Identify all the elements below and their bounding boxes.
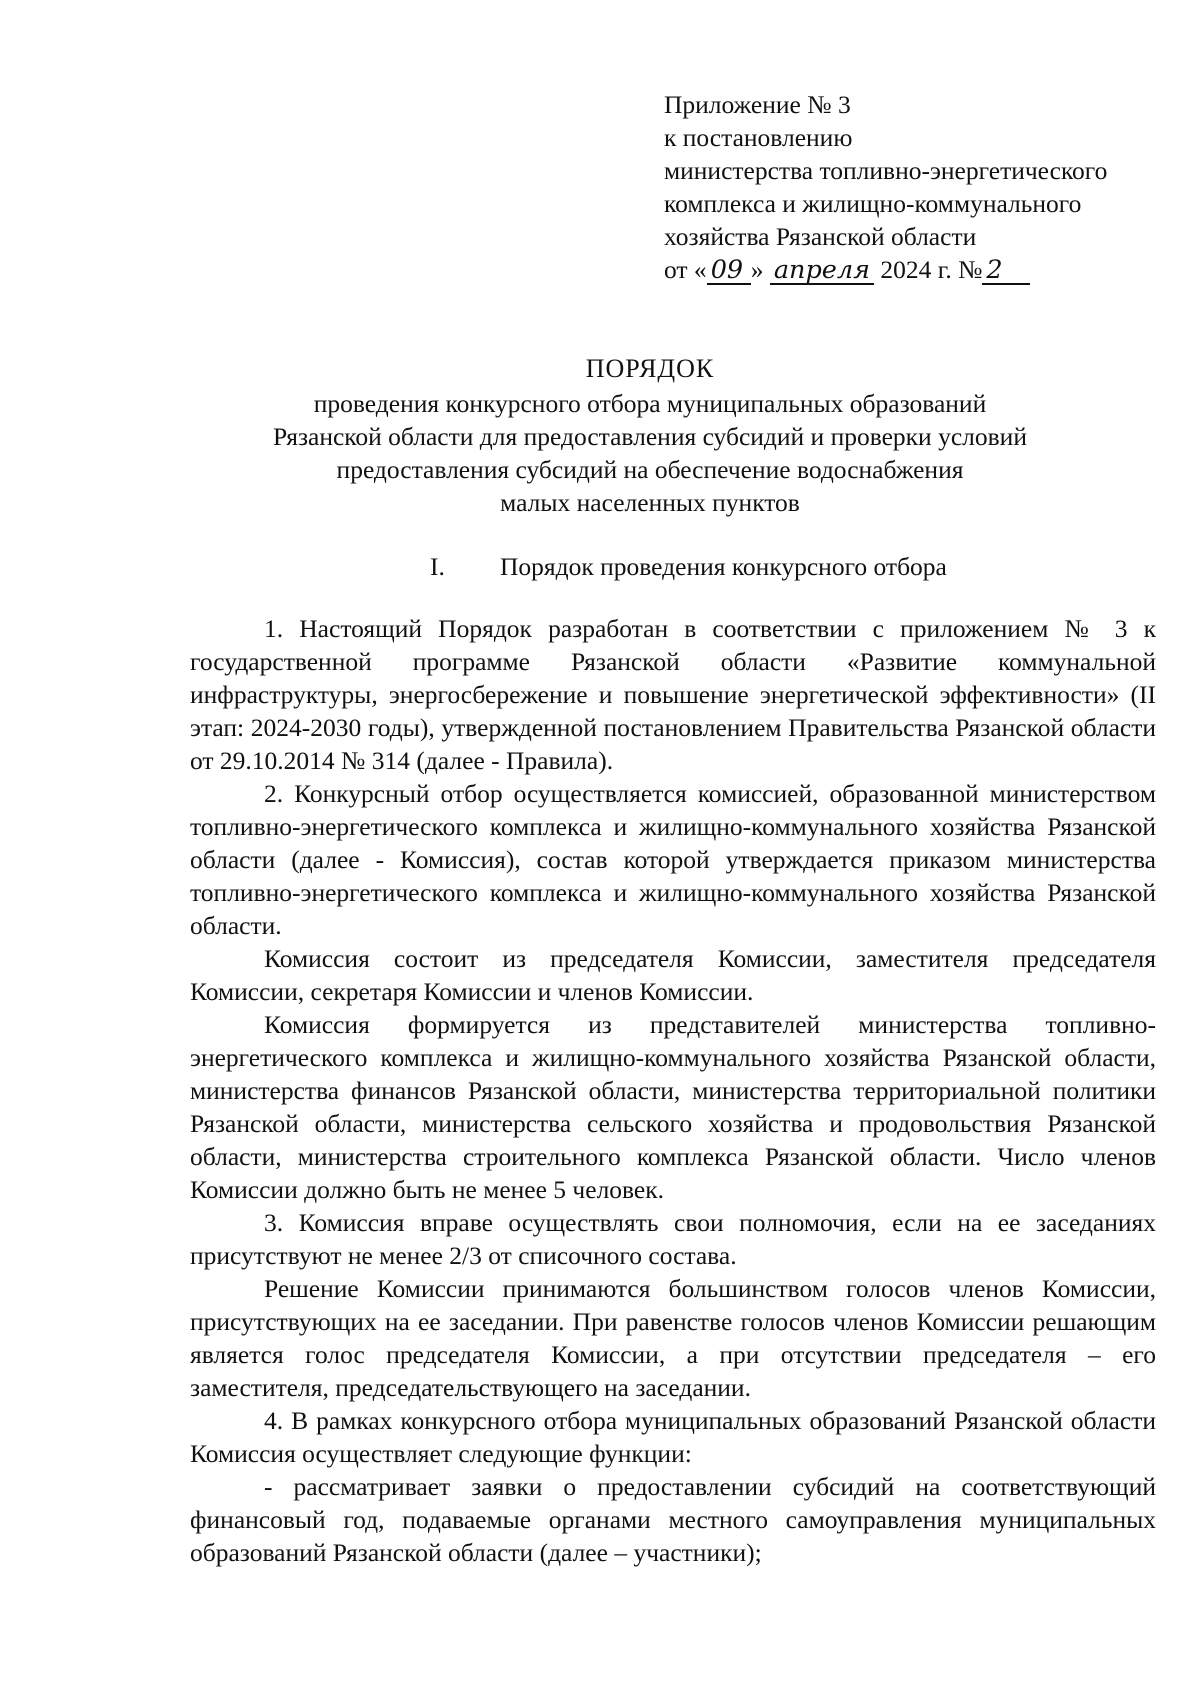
document-body: [190, 612, 1156, 1569]
paragraph: Решение Комиссии принимаются большинством голосов членов Комиссии, присутствующих на ее заседании. При равенстве голосов членов Комиссии решающим является голос председателя Комиссии, а при отсутствии председателя – его заместителя, председательствующего на заседании.: [190, 1274, 1156, 1402]
handwritten-day: 09: [707, 257, 751, 285]
paragraph: Комиссия формируется из представителей министерства топливно-энергетического комплекса и жилищно-коммунального хозяйства Рязанской области, министерства финансов Рязанской области, министерства территориальной политики Рязанской области, министерства сельского хозяйства и продовольствия Рязанской области, министерства строительного комплекса Рязанской области. Число членов Комиссии должно быть не менее 5 человек.: [190, 1010, 1156, 1204]
handwritten-month: апреля: [770, 257, 874, 285]
date-prefix: от «: [664, 255, 707, 284]
appendix-line: к постановлению: [664, 123, 853, 152]
paragraph: 3. Комиссия вправе осуществлять свои полномочия, если на ее заседаниях присутствуют не менее 2/3 от списочного состава.: [190, 1208, 1156, 1270]
document-title: [190, 352, 1110, 519]
paragraph: Комиссия состоит из председателя Комиссии, заместителя председателя Комиссии, секретаря Комиссии и членов Комиссии.: [190, 944, 1156, 1006]
section-title: Порядок проведения конкурсного отбора: [500, 552, 947, 581]
paragraph: 4. В рамках конкурсного отбора муниципальных образований Рязанской области Комиссия осуществляет следующие функции:: [190, 1406, 1156, 1468]
paragraph: 2. Конкурсный отбор осуществляется комиссией, образованной министерством топливно-энергетического комплекса и жилищно-коммунального хозяйства Рязанской области (далее - Комиссия), состав которой утверждается приказом министерства топливно-энергетического комплекса и жилищно-коммунального хозяйства Рязанской области.: [190, 779, 1156, 940]
title-line: проведения конкурсного отбора муниципальных образований: [313, 389, 987, 418]
appendix-line: министерства топливно-энергетического: [664, 156, 1108, 185]
paragraph: 1. Настоящий Порядок разработан в соответствии с приложением № 3 к государственной программе Рязанской области «Развитие коммунальной инфраструктуры, энергосбережение и повышение энергетической эффективности» (II этап: 2024-2030 годы), утвержденной постановлением Правительства Рязанской области от 29.10.2014 № 314 (далее - Правила).: [190, 614, 1156, 775]
title-line: малых населенных пунктов: [500, 488, 800, 517]
title-line: Рязанской области для предоставления субсидий и проверки условий: [273, 422, 1027, 451]
date-year: 2024 г.: [880, 255, 952, 284]
appendix-date-line: [664, 253, 1184, 286]
number-label: №: [958, 255, 983, 284]
handwritten-number: 2: [982, 257, 1030, 285]
date-mid: »: [750, 255, 764, 284]
section-number: I.: [430, 552, 445, 581]
appendix-line: хозяйства Рязанской области: [664, 222, 977, 251]
title-line: предоставления субсидий на обеспечение водоснабжения: [336, 455, 964, 484]
appendix-block: [664, 88, 1184, 286]
paragraph: - рассматривает заявки о предоставлении субсидий на соответствующий финансовый год, подаваемые органами местного самоуправления муниципальных образований Рязанской области (далее – участники);: [190, 1472, 1156, 1567]
appendix-line: Приложение № 3: [664, 90, 851, 119]
appendix-line: комплекса и жилищно-коммунального: [664, 189, 1082, 218]
title-heading: ПОРЯДОК: [585, 354, 715, 383]
